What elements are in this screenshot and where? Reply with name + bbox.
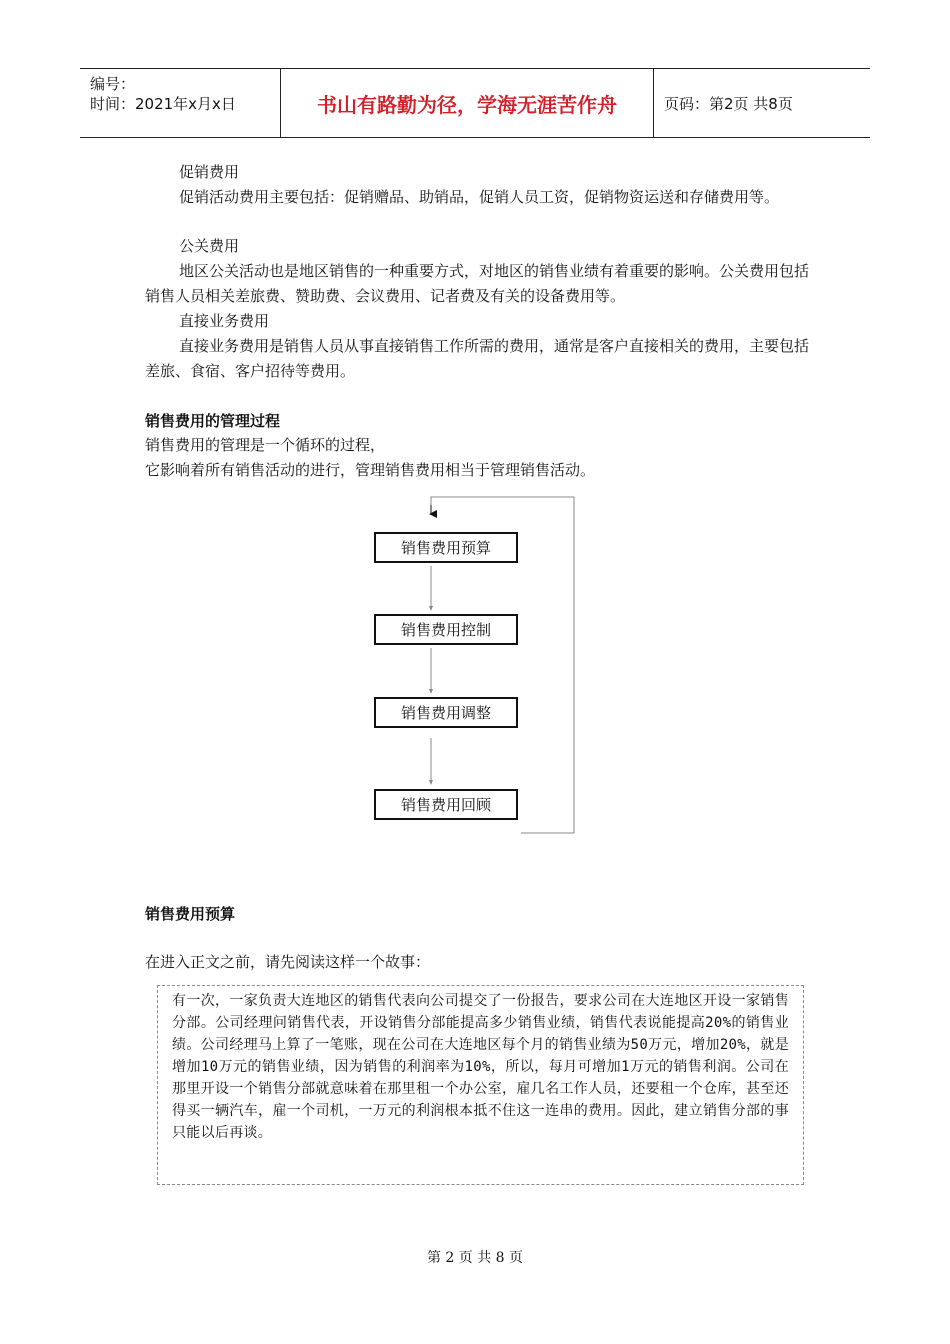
mgmt-heading: 销售费用的管理过程 [145,412,281,430]
direct-title: 直接业务费用 [179,312,270,330]
flow-step-budget: 销售费用预算 [374,532,518,563]
story-box [157,985,804,1185]
pr-title: 公关费用 [179,237,240,255]
promo-title: 促销费用 [179,163,240,181]
direct-text: 直接业务费用是销售人员从事直接销售工作所需的费用，通常是客户直接相关的费用，主要包括差旅、食宿、客户招待等费用。 [145,337,810,380]
serial-label: 编号： [90,75,136,93]
page-info: 页码：第2页 共8页 [664,94,793,113]
promo-text: 促销活动费用主要包括：促销赠品、助销品，促销人员工资，促销物资运送和存储费用等。 [179,188,780,206]
time-label: 时间：2021年x月x日 [90,95,236,113]
page-footer: 第 2 页 共 8 页 [426,1250,524,1266]
mgmt-line2: 它影响着所有销售活动的进行，管理销售费用相当于管理销售活动。 [145,461,596,479]
budget-heading: 销售费用预算 [145,905,236,923]
motto: 书山有路勤为径，学海无涯苦作舟 [317,92,617,117]
flow-step-control: 销售费用控制 [374,614,518,645]
story-text: 有一次，一家负责大连地区的销售代表向公司提交了一份报告，要求公司在大连地区开设一家销售分部。公司经理问销售代表，开设销售分部能提高多少销售业绩，销售代表说能提高20%的销售业绩。公司经理马上算了一笔账，现在公司在大连地区每个月的销售业绩为50万元，增加20%，就是增加10万元的销售业绩，因为销售的利润率为10%，所以，每月可增加1万元的销售利润。公司在那里开设一个销售分部就意味着在那里租一个办公室，雇几名工作人员，还要租一个仓库，甚至还得买一辆汽车，雇一个司机，一万元的利润根本抵不住这一连串的费用。因此，建立销售分部的事只能以后再谈。 [172,993,789,1141]
flow-step-review: 销售费用回顾 [374,789,518,820]
mgmt-line1: 销售费用的管理是一个循环的过程， [145,436,386,454]
flow-step-adjust: 销售费用调整 [374,697,518,728]
intro-line: 在进入正文之前，请先阅读这样一个故事： [145,953,431,971]
pr-text: 地区公关活动也是地区销售的一种重要方式，对地区的销售业绩有着重要的影响。公关费用包括销售人员相关差旅费、赞助费、会议费用、记者费及有关的设备费用等。 [145,262,810,305]
